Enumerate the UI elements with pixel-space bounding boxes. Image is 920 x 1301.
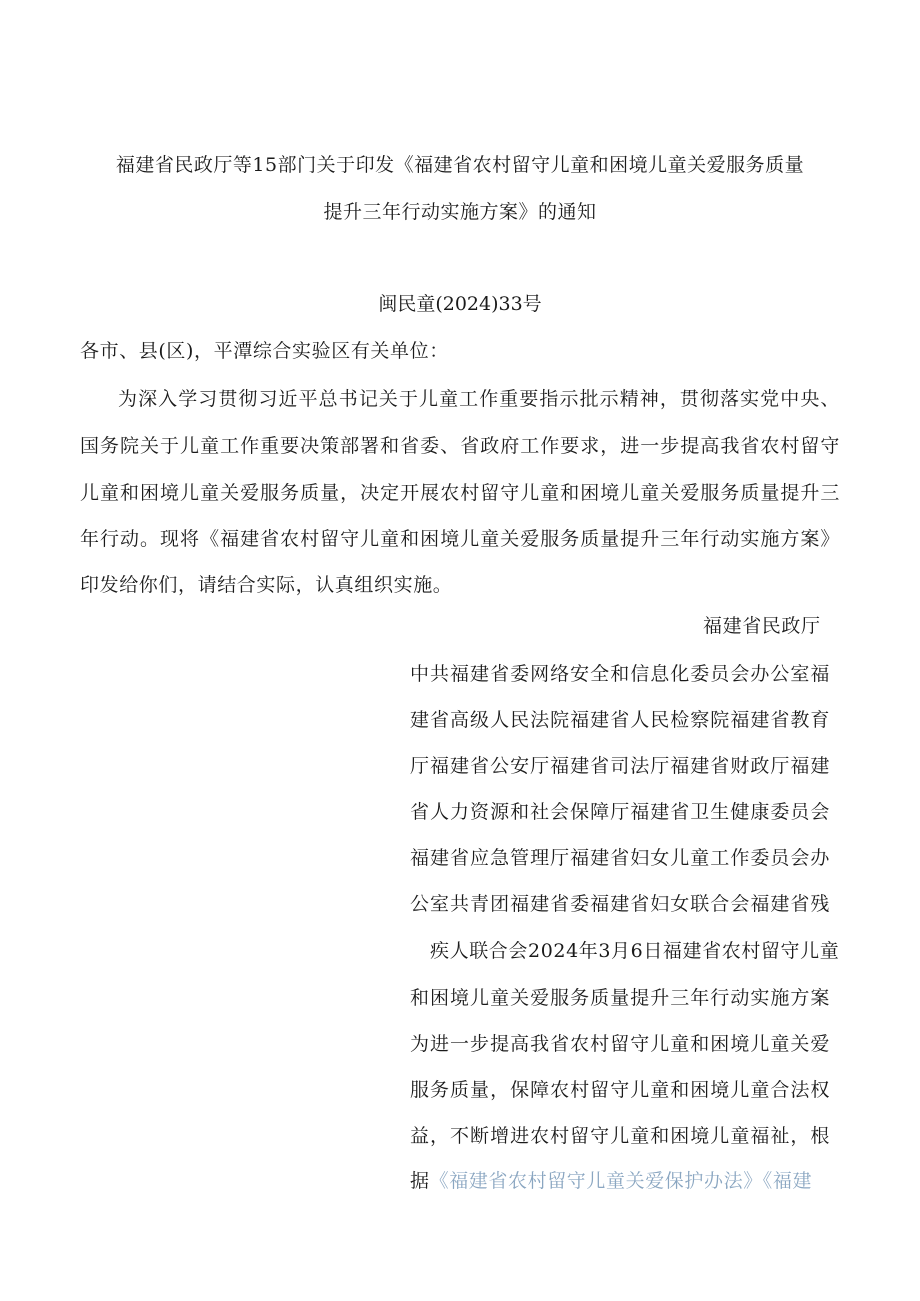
regulation-link[interactable]: 《福建省农村留守儿童关爱保护办法》《福建: [429, 1170, 813, 1192]
continuation-line: 服务质量，保障农村留守儿童和困境儿童合法权: [410, 1079, 830, 1101]
continuation-line: 疾人联合会2024年3月6日福建省农村留守儿童: [430, 940, 840, 962]
continuation-text: 据: [410, 1170, 430, 1192]
signature-line: 省人力资源和社会保障厅福建省卫生健康委员会: [410, 801, 830, 823]
signature-line: 建省高级人民法院福建省人民检察院福建省教育: [410, 709, 830, 731]
continuation-line: 为进一步提高我省农村留守儿童和困境儿童关爱: [410, 1033, 830, 1055]
document-number: 闽民童(2024)33号: [378, 293, 542, 315]
continuation-line: 和困境儿童关爱服务质量提升三年行动实施方案: [410, 987, 830, 1009]
addressee: 各市、县(区)，平潭综合实验区有关单位：: [80, 340, 449, 362]
signature-line: 中共福建省委网络安全和信息化委员会办公室福: [410, 663, 830, 685]
document-title-line-1: 福建省民政厅等15部门关于印发《福建省农村留守儿童和困境儿童关爱服务质量: [115, 154, 805, 176]
body-paragraph-line: 为深入学习贯彻习近平总书记关于儿童工作重要指示批示精神，贯彻落实党中央、: [118, 388, 840, 410]
signature-issuer: 福建省民政厅: [703, 615, 821, 637]
signature-line: 公室共青团福建省委福建省妇女联合会福建省残: [410, 893, 830, 915]
body-paragraph-line: 年行动。现将《福建省农村留守儿童和困境儿童关爱服务质量提升三年行动实施方案》: [80, 528, 840, 550]
body-paragraph-line: 印发给你们，请结合实际，认真组织实施。: [80, 574, 453, 596]
continuation-line-with-link: [410, 1166, 830, 1193]
body-paragraph-line: 国务院关于儿童工作重要决策部署和省委、省政府工作要求，进一步提高我省农村留守: [80, 435, 840, 457]
signature-line: 福建省应急管理厅福建省妇女儿童工作委员会办: [410, 847, 830, 869]
body-paragraph-line: 儿童和困境儿童关爱服务质量，决定开展农村留守儿童和困境儿童关爱服务质量提升三: [80, 482, 840, 504]
signature-line: 厅福建省公安厅福建省司法厅福建省财政厅福建: [410, 755, 830, 777]
continuation-line: 益，不断增进农村留守儿童和困境儿童福祉，根: [410, 1125, 830, 1147]
document-title-line-2: 提升三年行动实施方案》的通知: [323, 201, 597, 223]
